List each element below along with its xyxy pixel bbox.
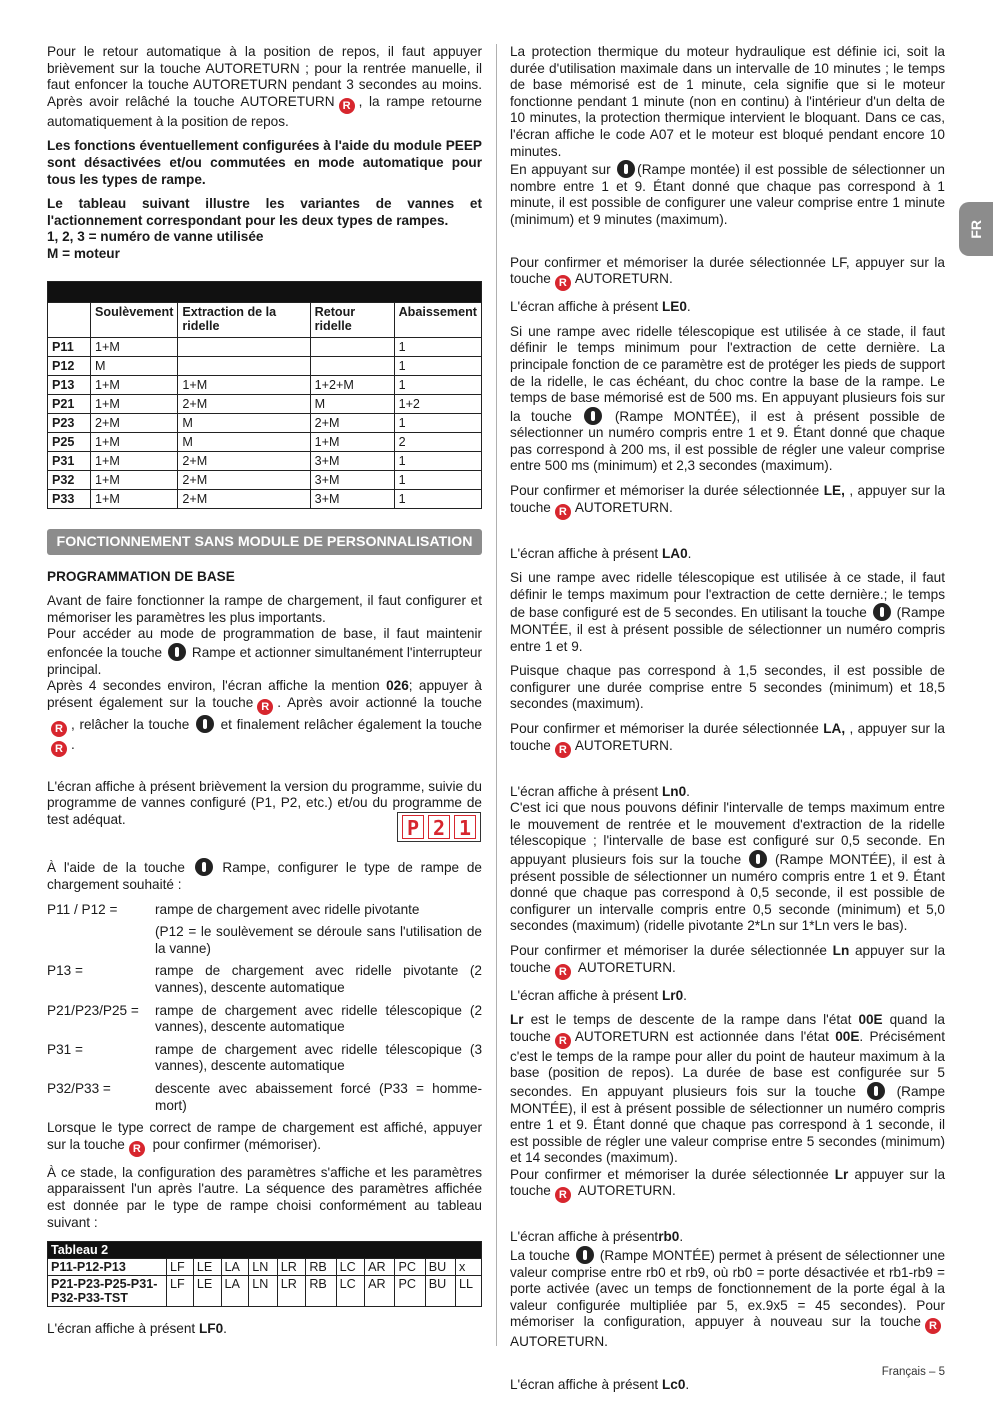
table-cell: 2+M <box>91 413 178 432</box>
table-cell <box>310 356 394 375</box>
paragraph: Avant de faire fonctionner la rampe de chargement, il faut configurer et mémoriser les paramètres les plus importants. <box>47 593 482 625</box>
paragraph: Pour accéder au mode de programmation de base, il faut maintenir enfoncée la touche Rampe et actionner simultanément l'interrupteur principal. <box>47 626 483 677</box>
table-cell: LN <box>249 1276 278 1307</box>
table-cell: M <box>91 356 178 375</box>
table-cell: 1+M <box>91 489 178 508</box>
r-button-icon: R <box>925 1318 941 1334</box>
table-header-cell: Soulèvement <box>91 302 178 337</box>
table-row <box>48 356 482 375</box>
table-cell: BU <box>425 1276 455 1307</box>
table-row-label: P21-P23-P25-P31-P32-P33-TST <box>48 1276 167 1307</box>
table-cell: 1+M <box>91 432 178 451</box>
table-row <box>48 432 482 451</box>
table-cell: P13 <box>48 375 91 394</box>
ramp-up-icon <box>749 850 767 868</box>
table-cell: LC <box>336 1276 365 1307</box>
display-char: 1 <box>454 815 476 839</box>
paragraph: L'écran affiche à présent Lr0. <box>510 987 687 1003</box>
paragraph: L'écran affiche à présent Lc0. <box>510 1377 690 1393</box>
table-cell: LR <box>277 1276 306 1307</box>
table-cell: LE <box>193 1259 221 1276</box>
table-row-label: P11-P12-P13 <box>48 1259 167 1276</box>
table-cell: 1+M <box>178 375 310 394</box>
r-button-icon: R <box>555 1187 571 1203</box>
table-cell: x <box>456 1259 482 1276</box>
table-cell: 1+M <box>91 375 178 394</box>
ramp-up-icon <box>196 715 214 733</box>
table-cell: 3+M <box>310 489 394 508</box>
table-cell: M <box>310 394 394 413</box>
ramp-up-icon <box>867 1082 885 1100</box>
table-cell: 1+2 <box>394 394 481 413</box>
r-button-icon: R <box>339 98 355 114</box>
ramp-up-icon <box>584 407 602 425</box>
table-cell: 3+M <box>310 470 394 489</box>
r-button-icon: R <box>129 1141 145 1157</box>
paragraph: Lorsque le type correct de rampe de chargement est affiché, appuyer sur la touche R pour confirmer (mémoriser). <box>47 1120 482 1155</box>
table-cell: LN <box>249 1259 278 1276</box>
paragraph: L'écran affiche à présent LA0. <box>510 545 692 561</box>
valve-table <box>47 281 482 509</box>
paragraph: Si une rampe avec ridelle télescopique est utilisée à ce stade, il faut définir le temps maximum pour l'extraction de cette dernière.; le temps de base configuré est de 5 secondes. En utilisant la touche (Rampe MONTÉE, il est à présent possible de sélectionner un numéro compris entre 1 et 9. <box>510 570 945 654</box>
paragraph: Puisque chaque pas correspond à 1,5 secondes, il est possible de configurer une durée comprise entre 5 secondes (minimum) et 18,5 secondes (maximum). <box>510 663 945 712</box>
r-button-icon: R <box>555 504 571 520</box>
definition-key: P21/P23/P25 = <box>47 1002 139 1018</box>
column-divider <box>496 44 497 1346</box>
table-row <box>48 451 482 470</box>
seven-segment-display <box>397 812 481 842</box>
paragraph: L'écran affiche à présentrb0. <box>510 1229 684 1245</box>
table-cell: M <box>178 413 310 432</box>
r-button-icon: R <box>555 742 571 758</box>
paragraph-bold: Le tableau suivant illustre les variantes de vannes et l'actionnement correspondant pour les deux types de rampes. 1, 2, 3 = numéro de vanne utilisée M = moteur <box>47 196 482 261</box>
paragraph: La protection thermique du moteur hydraulique est définie ici, soit la durée d'utilisation maximale dans un intervalle de 10 minutes ; le temps de base mémorisé est de 1 minute, cela signifie que si le moteur fonctionne pendant 1 minute (non en continu) à l'intérieur d'un delta de 10 minutes, la protection thermique intervient le bloquant. Dans ce cas, l'écran affiche le code A07 et le moteur est bloqué pendant encore 10 minutes. <box>510 44 945 159</box>
paragraph: Pour confirmer et mémoriser la durée sélectionnée LE, , appuyer sur la touche R AUTORETURN. <box>510 483 946 518</box>
table-row <box>48 394 482 413</box>
paragraph: C'est ici que nous pouvons définir l'intervalle de temps maximum entre le mouvement de rentrée et le mouvement d'extraction de la ridelle télescopique ; l'intervalle de base est configuré sur 0,5 seconde. En appuyant plusieurs fois sur la touche (Rampe MONTÉE), il est à présent possible de sélectionner un numéro compris entre 1 et 9. Étant donné que chaque pas correspond à 0,5 seconde, il est possible de configurer un intervalle compris entre 0,5 seconde (minimum) et 5,0 secondes (maximum) (ridelle pivotante 2*Ln sur 1*Ln vers le bas). <box>510 800 946 934</box>
table-cell: M <box>178 432 310 451</box>
table-cell: 1 <box>394 413 481 432</box>
right-column <box>510 44 945 1402</box>
ramp-up-icon <box>168 643 186 661</box>
paragraph: La touche (Rampe MONTÉE) permet à présent de sélectionner une valeur comprise entre rb0 et rb9, où rb0 = porte désactivée et rb1-rb9 = porte activée (avec un temps de fonctionnement de la porte égal à la valeur configurée multipliée par 5, ex.9x5 = 45 secondes). Pour mémoriser la configuration, appuyer à nouveau sur la touche R AUTORETURN. <box>510 1248 946 1350</box>
table-cell: P33 <box>48 489 91 508</box>
table-cell: P25 <box>48 432 91 451</box>
table-cell: AR <box>365 1259 395 1276</box>
definition-row <box>47 1042 482 1075</box>
ramp-type-list <box>47 902 482 1115</box>
table-cell: 1+M <box>91 394 178 413</box>
table-header-bar <box>48 281 482 302</box>
definition-key: P32/P33 = <box>47 1081 111 1096</box>
r-button-icon: R <box>555 964 571 980</box>
r-button-icon: R <box>51 721 67 737</box>
table-cell: 2 <box>394 432 481 451</box>
ramp-up-icon <box>873 603 891 621</box>
table-cell: 1 <box>394 470 481 489</box>
table-row <box>48 470 482 489</box>
table-cell: 1 <box>394 337 481 356</box>
table-cell: 1+2+M <box>310 375 394 394</box>
table-cell <box>310 337 394 356</box>
table-cell: P11 <box>48 337 91 356</box>
paragraph: Pour confirmer et mémoriser la durée sélectionnée LF, appuyer sur la touche R AUTORETURN. <box>510 254 945 290</box>
table-header-cell: Extraction de la ridelle <box>178 302 310 337</box>
page-footer: Français – 5 <box>881 1366 945 1378</box>
r-button-icon: R <box>555 1033 571 1049</box>
table-cell: LR <box>277 1259 306 1276</box>
table-cell: 1 <box>394 356 481 375</box>
table-row <box>48 1259 482 1276</box>
ramp-up-icon <box>617 160 635 178</box>
table-header-cell: Abaissement <box>394 302 481 337</box>
table-cell: PC <box>395 1276 425 1307</box>
paragraph: Après 4 secondes environ, l'écran affiche la mention 026; appuyer à présent également sur la touche R . Après avoir actionné la touche R , relâcher la touche et finalement relâcher également la toucheR . <box>47 678 482 755</box>
paragraph: Pour le retour automatique à la position de repos, il faut appuyer brièvement sur la touche AUTORETURN ; pour la rentrée manuelle, il faut enfoncer la touche AUTORETURN pendant 3 secondes au moins. Après avoir relâché la touche AUTORETURN R , la rampe retourne automatiquement à la position de repos. <box>47 44 482 129</box>
table-cell: RB <box>306 1259 336 1276</box>
heading: PROGRAMMATION DE BASE <box>47 568 235 584</box>
definition-key <box>47 924 155 957</box>
table-cell: 1+M <box>91 337 178 356</box>
table-row <box>48 375 482 394</box>
definition-key: P13 = <box>47 963 83 979</box>
paragraph: Lr est le temps de descente de la rampe dans l'état 00E quand la touche R AUTORETURN est actionnée dans l'état 00E. Précisément c'est le temps de la rampe pour aller du point de hauteur maximum à la base (position de repos). La durée de base est configurée sur 5 secondes. En appuyant plusieurs fois sur la touche (Rampe MONTÉE), il est à présent possible de sélectionner un numéro compris entre 1 et 9. Étant donné que chaque pas correspond à 1 seconde, il est possible de régler une valeur comprise entre 5 secondes (minimum) et 14 secondes (maximum). <box>510 1012 946 1166</box>
definition-value: rampe de chargement avec ridelle télescopique (3 vannes), descente automatique <box>155 1041 482 1074</box>
definition-value: descente avec abaissement forcé (P33 = homme-mort) <box>155 1081 482 1113</box>
paragraph: À ce stade, la configuration des paramètres s'affiche et les paramètres apparaissent l'un après l'autre. La séquence des paramètres affichée est donnée par le type de rampe choisi conformément au tableau suivant : <box>47 1164 482 1230</box>
table-cell: PC <box>395 1259 425 1276</box>
definition-row <box>47 924 482 957</box>
table-cell: 2+M <box>178 394 310 413</box>
table-cell: 1+M <box>310 432 394 451</box>
language-tab: FR <box>959 202 993 256</box>
paragraph: L'écran affiche à présent LF0. <box>47 1321 227 1337</box>
r-button-icon: R <box>555 275 571 291</box>
table-cell: 1+M <box>91 470 178 489</box>
table-cell: P31 <box>48 451 91 470</box>
r-button-icon: R <box>257 699 273 715</box>
table-cell: P12 <box>48 356 91 375</box>
table-cell: RB <box>306 1276 336 1307</box>
table-cell: LC <box>336 1259 365 1276</box>
table-cell: LA <box>221 1276 249 1307</box>
table-cell: P23 <box>48 413 91 432</box>
paragraph: Pour confirmer et mémoriser la durée sélectionnée Ln appuyer sur la touche R AUTORETURN. <box>510 942 946 978</box>
table-row <box>48 337 482 356</box>
definition-value: rampe de chargement avec ridelle pivotante (2 vannes), descente automatique <box>155 963 482 996</box>
definition-row <box>47 1003 482 1036</box>
table-cell: 3+M <box>310 451 394 470</box>
definition-row <box>47 902 482 919</box>
paragraph-bold: Les fonctions éventuellement configurées à l'aide du module PEEP sont désactivées et/ou commutées en mode automatique pour tous les types de rampe. <box>47 138 482 187</box>
paragraph: À l'aide de la touche Rampe, configurer le type de rampe de chargement souhaité : <box>47 860 482 893</box>
table-cell: LA <box>221 1259 249 1276</box>
r-button-icon: R <box>51 741 67 757</box>
table-row <box>48 1276 482 1307</box>
display-char: P <box>402 815 424 839</box>
table-cell: P21 <box>48 394 91 413</box>
table-cell <box>178 337 310 356</box>
ramp-up-icon <box>576 1246 594 1264</box>
table-cell: P32 <box>48 470 91 489</box>
table-cell: LE <box>193 1276 221 1307</box>
table-cell: LL <box>456 1276 482 1307</box>
table-cell <box>178 356 310 375</box>
table-cell: BU <box>425 1259 455 1276</box>
table-row <box>48 413 482 432</box>
table-header-cell: Retour ridelle <box>310 302 394 337</box>
parameter-table <box>47 1241 482 1307</box>
table-cell: AR <box>365 1276 395 1307</box>
table-title: Tableau 2 <box>48 1242 482 1259</box>
paragraph: En appuyant sur (Rampe montée) il est possible de sélectionner un nombre entre 1 et 9. Étant donné que chaque pas correspond à 1 minute, il est possible de configurer une valeur comprise entre 1 minute (minimum) et 9 minutes (maximum). <box>510 162 945 227</box>
ramp-up-icon <box>195 858 213 876</box>
table-cell: 1 <box>394 489 481 508</box>
paragraph: L'écran affiche à présent brièvement la version du programme, suivie du programme de vannes configuré (P1, P2, etc.) et/ou du programme de test adéquat. <box>47 778 482 827</box>
table-cell: 1 <box>394 375 481 394</box>
table-cell: 2+M <box>310 413 394 432</box>
definition-value: (P12 = le soulèvement se déroule sans l'utilisation de la vanne) <box>155 924 482 956</box>
table-cell: 1+M <box>91 451 178 470</box>
paragraph: L'écran affiche à présent Ln0. <box>510 783 690 799</box>
definition-row <box>47 1081 482 1114</box>
definition-row <box>47 963 482 996</box>
table-cell: 2+M <box>178 470 310 489</box>
table-header-cell <box>48 302 91 337</box>
table-cell: LF <box>167 1276 194 1307</box>
definition-key: P31 = <box>47 1041 83 1057</box>
definition-value: rampe de chargement avec ridelle pivotante <box>155 901 420 917</box>
paragraph: Si une rampe avec ridelle télescopique est utilisée à ce stade, il faut définir le temps minimum pour l'extraction de cette dernière. La principale fonction de ce paramètre est de protéger les pieds de support de la ridelle, le cas échéant, du choc contre la base de la rampe. Le temps de base mémorisé est de 500 ms. En appuyant plusieurs fois sur la touche (Rampe MONTÉE), il est à présent possible de sélectionner un numéro compris entre 1 et 9. Étant donné que chaque pas correspond à 200 ms, il est possible de régler une valeur comprise entre 500 ms (minimum) et 2,3 secondes (maximum). <box>510 323 946 474</box>
paragraph: Pour confirmer et mémoriser la durée sélectionnée Lr appuyer sur la touche R AUTORETURN. <box>510 1166 946 1202</box>
paragraph: L'écran affiche à présent LE0. <box>510 299 691 315</box>
table-cell: 1 <box>394 451 481 470</box>
definition-value: rampe de chargement avec ridelle télescopique (2 vannes), descente automatique <box>155 1002 482 1035</box>
table-cell: 2+M <box>178 451 310 470</box>
definition-key: P11 / P12 = <box>47 901 118 917</box>
section-title: FONCTIONNEMENT SANS MODULE DE PERSONNALISATION <box>47 529 482 555</box>
paragraph: Pour confirmer et mémoriser la durée sélectionnée LA, , appuyer sur la touche R AUTORETURN. <box>510 721 945 756</box>
display-char: 2 <box>428 815 450 839</box>
table-cell: 2+M <box>178 489 310 508</box>
table-row <box>48 489 482 508</box>
table-cell: LF <box>167 1259 194 1276</box>
left-column <box>47 44 482 1346</box>
